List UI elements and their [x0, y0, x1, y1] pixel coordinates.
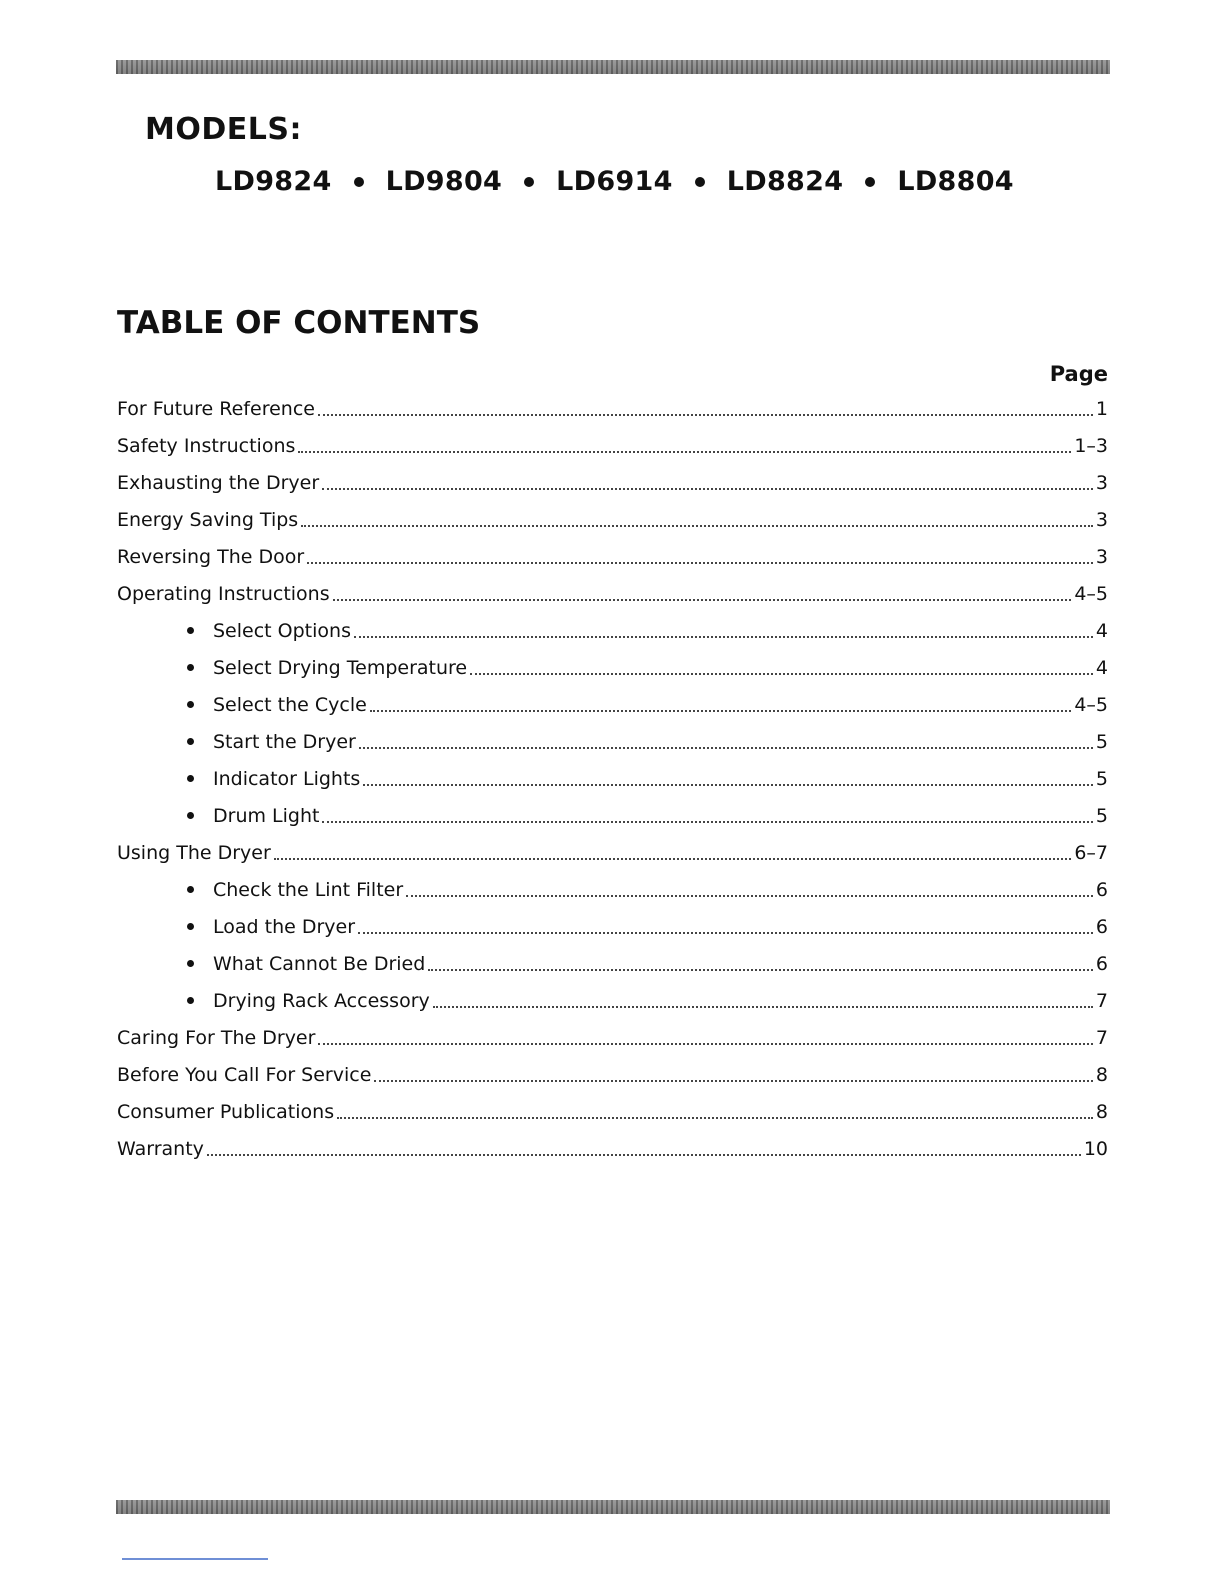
dot-leader [470, 673, 1093, 675]
toc-entry-label: Consumer Publications [117, 1100, 335, 1123]
dot-leader [374, 1080, 1093, 1082]
top-decorative-bar [116, 60, 1110, 74]
toc-entry-label: Using The Dryer [117, 841, 271, 864]
toc-entry-label: Reversing The Door [117, 545, 305, 568]
toc-page-number: 6 [1095, 915, 1108, 938]
bullet-icon [187, 960, 194, 967]
toc-subentry[interactable] [117, 686, 1108, 723]
toc-entry-label: For Future Reference [117, 397, 315, 420]
toc-entry-label: Select the Cycle [213, 693, 367, 716]
dot-leader [433, 1006, 1093, 1008]
dot-leader [354, 636, 1093, 638]
toc-entry[interactable] [117, 1056, 1108, 1093]
bullet-icon [187, 775, 194, 782]
dot-leader [333, 599, 1072, 601]
dot-leader [322, 488, 1093, 490]
toc-entry[interactable] [117, 464, 1108, 501]
toc-page-number: 6 [1095, 952, 1108, 975]
toc-page-number: 3 [1095, 471, 1108, 494]
toc-subentry[interactable] [117, 797, 1108, 834]
bullet-icon [187, 923, 194, 930]
toc-title: TABLE OF CONTENTS [117, 305, 481, 341]
toc-page-number: 6–7 [1074, 841, 1108, 864]
toc-entry-label: What Cannot Be Dried [213, 952, 426, 975]
toc-entry[interactable] [117, 538, 1108, 575]
toc-entry-label: Exhausting the Dryer [117, 471, 320, 494]
toc-subentry[interactable] [117, 760, 1108, 797]
toc-subentry[interactable] [117, 649, 1108, 686]
dot-leader [428, 969, 1093, 971]
model-number: LD8804 [897, 166, 1014, 197]
dot-leader [358, 932, 1093, 934]
bullet-icon [187, 701, 194, 708]
toc-page-number: 6 [1095, 878, 1108, 901]
toc-subentry[interactable] [117, 982, 1108, 1019]
bullet-separator [524, 177, 534, 187]
toc-entry-label: Start the Dryer [213, 730, 356, 753]
toc-entry[interactable] [117, 1093, 1108, 1130]
toc-entry-label: Select Options [213, 619, 351, 642]
model-number: LD6914 [556, 166, 673, 197]
toc-page-number: 3 [1095, 508, 1108, 531]
toc-page-number: 7 [1095, 989, 1108, 1012]
bullet-icon [187, 997, 194, 1004]
toc-entry-label: Select Drying Temperature [213, 656, 468, 679]
dot-leader [301, 525, 1093, 527]
models-list [215, 166, 1014, 197]
toc-entry[interactable] [117, 834, 1108, 871]
dot-leader [318, 414, 1093, 416]
toc-page-number: 1–3 [1074, 434, 1108, 457]
toc-page-number: 1 [1095, 397, 1108, 420]
toc-page-number: 5 [1095, 730, 1108, 753]
toc-entry[interactable] [117, 427, 1108, 464]
toc-list [117, 390, 1108, 1167]
toc-entry[interactable] [117, 1130, 1108, 1167]
toc-page-number: 4 [1095, 656, 1108, 679]
toc-entry-label: Drum Light [213, 804, 320, 827]
dot-leader [363, 784, 1093, 786]
toc-subentry[interactable] [117, 908, 1108, 945]
toc-entry-label: Warranty [117, 1137, 204, 1160]
dot-leader [370, 710, 1072, 712]
toc-entry[interactable] [117, 390, 1108, 427]
toc-entry-label: Safety Instructions [117, 434, 296, 457]
toc-page-number: 3 [1095, 545, 1108, 568]
dot-leader [359, 747, 1093, 749]
bullet-icon [187, 664, 194, 671]
toc-entry-label: Energy Saving Tips [117, 508, 299, 531]
model-number: LD8824 [726, 166, 844, 197]
toc-entry-label: Operating Instructions [117, 582, 330, 605]
bullet-separator [695, 177, 705, 187]
bottom-decorative-bar [116, 1500, 1110, 1514]
bullet-separator [865, 177, 875, 187]
bullet-icon [187, 627, 194, 634]
toc-page-number: 5 [1095, 804, 1108, 827]
toc-page-number: 7 [1095, 1026, 1108, 1049]
toc-subentry[interactable] [117, 723, 1108, 760]
dot-leader [307, 562, 1093, 564]
dot-leader [406, 895, 1093, 897]
bullet-separator [354, 177, 364, 187]
footer-link-underline [122, 1558, 268, 1560]
toc-entry-label: Caring For The Dryer [117, 1026, 316, 1049]
toc-entry[interactable] [117, 575, 1108, 612]
bullet-icon [187, 812, 194, 819]
toc-subentry[interactable] [117, 612, 1108, 649]
toc-entry-label: Load the Dryer [213, 915, 356, 938]
toc-page-number: 4–5 [1074, 582, 1108, 605]
toc-entry-label: Before You Call For Service [117, 1063, 372, 1086]
page-column-header: Page [1049, 362, 1108, 386]
toc-page-number: 4–5 [1074, 693, 1108, 716]
toc-subentry[interactable] [117, 945, 1108, 982]
toc-page-number: 8 [1095, 1063, 1108, 1086]
toc-entry-label: Drying Rack Accessory [213, 989, 430, 1012]
model-number: LD9804 [385, 166, 503, 197]
toc-page-number: 4 [1095, 619, 1108, 642]
model-number: LD9824 [215, 166, 332, 197]
toc-entry[interactable] [117, 501, 1108, 538]
toc-entry-label: Indicator Lights [213, 767, 361, 790]
dot-leader [337, 1117, 1093, 1119]
bullet-icon [187, 738, 194, 745]
toc-page-number: 10 [1083, 1137, 1108, 1160]
dot-leader [322, 821, 1092, 823]
toc-entry-label: Check the Lint Filter [213, 878, 404, 901]
dot-leader [274, 858, 1072, 860]
toc-page-number: 8 [1095, 1100, 1108, 1123]
dot-leader [318, 1043, 1092, 1045]
toc-page-number: 5 [1095, 767, 1108, 790]
models-label: MODELS: [145, 112, 302, 147]
dot-leader [298, 451, 1071, 453]
bullet-icon [187, 886, 194, 893]
toc-subentry[interactable] [117, 871, 1108, 908]
toc-entry[interactable] [117, 1019, 1108, 1056]
dot-leader [207, 1154, 1081, 1156]
